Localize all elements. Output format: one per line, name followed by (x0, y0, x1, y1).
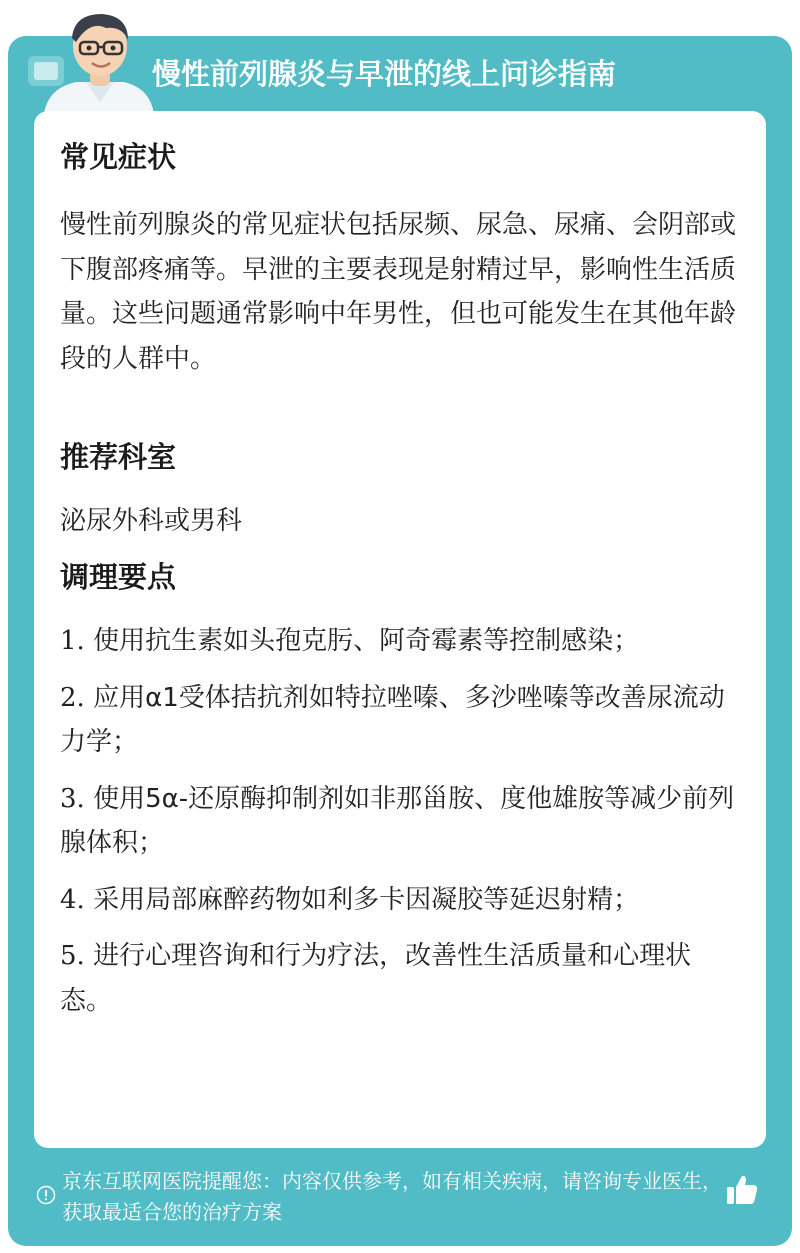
list-item-number: 1. (60, 626, 85, 656)
list-item-number: 3. (60, 783, 85, 814)
care-list (60, 619, 740, 1035)
section-heading-department: 推荐科室 (60, 440, 177, 474)
thumbs-up-icon[interactable] (724, 1172, 760, 1208)
list-item (60, 676, 740, 765)
section-heading-care: 调理要点 (60, 560, 177, 594)
list-item (60, 878, 740, 923)
list-item-number: 4. (60, 884, 85, 915)
list-item-number: 2. (60, 682, 85, 713)
list-item-text: 采用局部麻醉药物如利多卡因凝胶等延迟射精； (93, 884, 640, 915)
list-item-text: 使用5α-还原酶抑制剂如非那甾胺、度他雄胺等减少前列腺体积； (60, 783, 735, 858)
list-item-text: 使用抗生素如头孢克肟、阿奇霉素等控制感染； (93, 626, 640, 656)
list-item-text: 进行心理咨询和行为疗法，改善性生活质量和心理状态。 (60, 941, 692, 1016)
page-title: 慢性前列腺炎与早泄的线上问诊指南 (152, 57, 617, 91)
info-icon (36, 1185, 56, 1205)
list-item (60, 934, 740, 1023)
list-item-text: 应用α1受体拮抗剂如特拉唑嗪、多沙唑嗪等改善尿流动力学； (60, 682, 725, 757)
section-text-symptoms: 慢性前列腺炎的常见症状包括尿频、尿急、尿痛、会阴部或下腹部疼痛等。早泄的主要表现是射精过早，影响性生活质量。这些问题通常影响中年男性，但也可能发生在其他年龄段的人群中。 (60, 210, 737, 374)
section-heading-symptoms: 常见症状 (60, 140, 177, 174)
footer-notice: 京东互联网医院提醒您：内容仅供参考，如有相关疾病，请咨询专业医生，获取最适合您的治疗方案 (62, 1169, 722, 1224)
section-text-department: 泌尿外科或男科 (60, 506, 243, 536)
list-item-number: 5. (60, 941, 85, 971)
list-item (60, 777, 740, 866)
list-item (60, 619, 740, 664)
content-card (34, 111, 766, 1148)
